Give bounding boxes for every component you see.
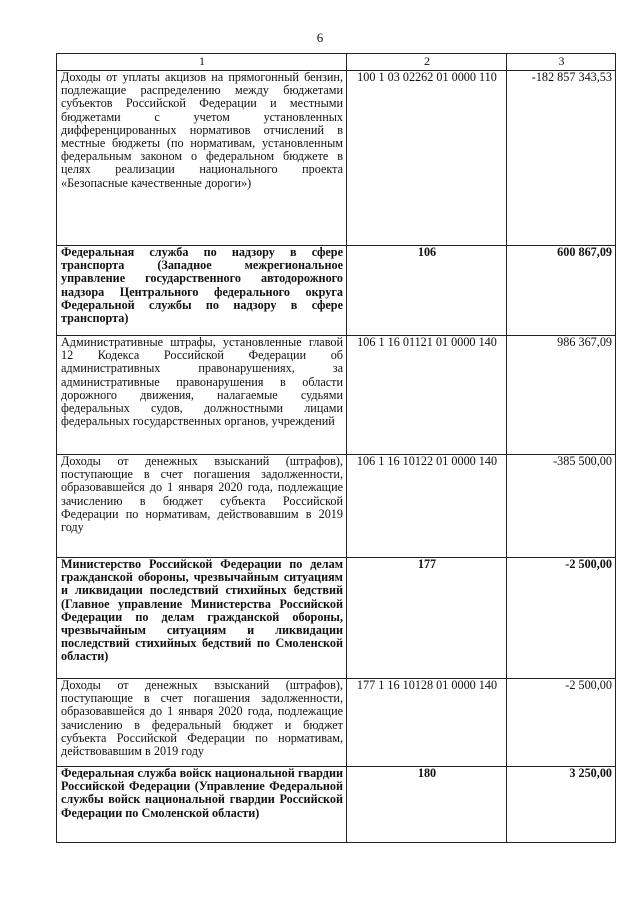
row-description: Федеральная служба войск национальной гвардии Российской Федерации (Управление Федеральной службы войск национальной гвардии Российской Федерации по Смоленской области) — [57, 767, 347, 843]
row-amount: -2 500,00 — [507, 558, 616, 679]
revenue-table — [56, 53, 616, 843]
row-amount: -182 857 343,53 — [507, 71, 616, 246]
row-amount: 600 867,09 — [507, 246, 616, 336]
column-header-1: 1 — [57, 54, 347, 71]
table-row — [57, 336, 616, 455]
row-code: 177 — [347, 558, 507, 679]
row-code: 180 — [347, 767, 507, 843]
table-header-row — [57, 54, 616, 71]
table-row — [57, 679, 616, 767]
row-code: 106 1 16 01121 01 0000 140 — [347, 336, 507, 455]
row-code: 100 1 03 02262 01 0000 110 — [347, 71, 507, 246]
row-amount: -385 500,00 — [507, 455, 616, 558]
row-amount: 3 250,00 — [507, 767, 616, 843]
row-description: Доходы от денежных взысканий (штрафов), поступающие в счет погашения задолженности, образовавшейся до 1 января 2020 года, подлежащие зачислению в бюджет субъекта Российской Федерации по нормативам, действовавшим в 2019 году — [57, 455, 347, 558]
row-description: Федеральная служба по надзору в сфере транспорта (Западное межрегиональное управление государственного автодорожного надзора Центрального федерального округа Федеральной службы по надзору в сфере транспорта) — [57, 246, 347, 336]
row-amount: 986 367,09 — [507, 336, 616, 455]
row-description: Министерство Российской Федерации по делам гражданской обороны, чрезвычайным ситуациям и ликвидации последствий стихийных бедствий (Главное управление Министерства Российской Федерации по делам гражданской обороны, чрезвычайным ситуациям и ликвидации последствий стихийных бедствий по Смоленской области) — [57, 558, 347, 679]
row-description: Административные штрафы, установленные главой 12 Кодекса Российской Федерации об административных правонарушениях, за административные правонарушения в области дорожного движения, налагаемые судьями федеральных судов, должностными лицами федеральных государственных органов, учреждений — [57, 336, 347, 455]
row-description: Доходы от денежных взысканий (штрафов), поступающие в счет погашения задолженности, образовавшейся до 1 января 2020 года, подлежащие зачислению в федеральный бюджет и бюджет субъекта Российской Федерации по нормативам, действовавшим в 2019 году — [57, 679, 347, 767]
row-code: 106 1 16 10122 01 0000 140 — [347, 455, 507, 558]
row-code: 177 1 16 10128 01 0000 140 — [347, 679, 507, 767]
column-header-3: 3 — [507, 54, 616, 71]
page-number: 6 — [316, 30, 324, 45]
row-description: Доходы от уплаты акцизов на прямогонный бензин, подлежащие распределению между бюджетами субъектов Российской Федерации и местными бюджетами с учетом установленных дифференцированных нормативов отчислений в местные бюджеты (по нормативам, установленным федеральным законом о федеральном бюджете в целях реализации национального проекта «Безопасные качественные дороги») — [57, 71, 347, 246]
column-header-2: 2 — [347, 54, 507, 71]
table-row — [57, 246, 616, 336]
row-code: 106 — [347, 246, 507, 336]
table-row — [57, 558, 616, 679]
table-row — [57, 767, 616, 843]
table-row — [57, 455, 616, 558]
table-row — [57, 71, 616, 246]
row-amount: -2 500,00 — [507, 679, 616, 767]
